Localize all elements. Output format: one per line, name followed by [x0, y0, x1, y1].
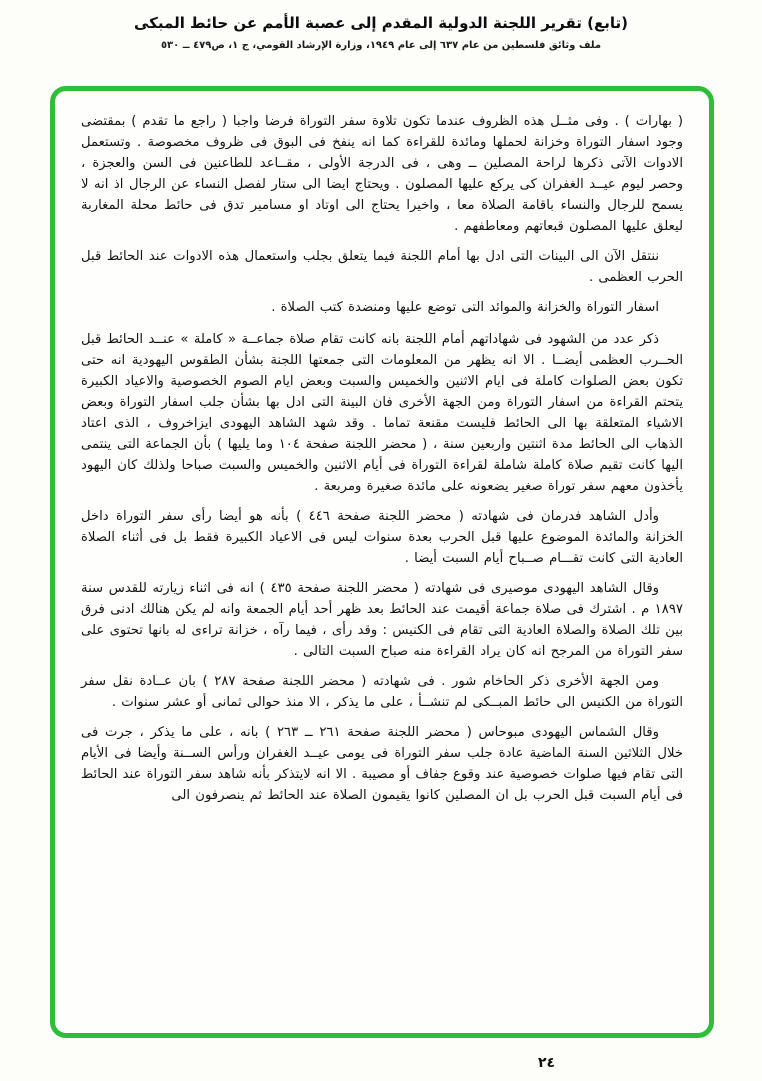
- paragraph-7: ومن الجهة الأخرى ذكر الحاخام شور . فى شهادته ( محضر اللجنة صفحة ٢٨٧ ) بان عــادة نقل سفر التوراة من الكنيس الى حائط المبــكى لم تنشــأ ، على ما يذكر ، الا منذ حوالى ثمانى أو عشر سنوات .: [81, 674, 683, 710]
- document-header: [0, 14, 762, 51]
- document-body: [81, 111, 683, 806]
- document-title: (تابع) تقرير اللجنة الدولية المقدم إلى عصبة الأمم عن حائط المبكى: [133, 14, 628, 32]
- document-subtitle: ملف وثائق فلسطين من عام ٦٣٧ إلى عام ١٩٤٩، وزارة الإرشاد القومي، ج ١، ص٤٧٩ ــ ٥٣٠: [160, 40, 602, 51]
- paragraph-4: ذكر عدد من الشهود فى شهاداتهم أمام اللجنة بانه كانت تقام صلاة جماعــة « كاملة » عنــد الحائط قبل الحــرب العظمى أيضــا . الا انه يظهر من المعلومات التى جمعتها اللجنة بشأن الطقوس اليهودية انه حتى تكون بعض الصلوات كاملة فى ايام الاثنين والخميس والسبت وبعض ايام الصوم الخصوصية والاعياد الكبيرة يتحتم القراءة من اسفار التوراة ومن الجهة الأخرى فان البينة التى ادل بها بشأن جلب اسفار التوراة وبعض الاشياء المتعلقة بها الى الحائط فليست مقنعة تماما . وقد شهد الشاهد اليهودى ايزاخروف ، الذى اعتاد الذهاب الى الحائط مدة اثنتين واربعين سنة ، ( محضر اللجنة صفحة ١٠٤ وما يليها ) بأن الجماعة التى ينتمى اليها كانت تقيم صلاة كاملة شاملة لقراءة التوراة فى أيام الاثنين والخميس والسبت صباحا ولذلك كان اليهود يأخذون معهم سفر توراة صغير يضعونه على مائدة صغيرة ومربعة .: [81, 332, 683, 494]
- paragraph-6: وقال الشاهد اليهودى موصيرى فى شهادته ( محضر اللجنة صفحة ٤٣٥ ) انه فى اثناء زيارته للقدس سنة ١٨٩٧ م . اشترك فى صلاة جماعة أقيمت عند الحائط بعد ظهر أحد أيام الجمعة وانه لم يكن هنالك ادنى فرق بين تلك الصلاة والصلاة العادية التى تقام فى الكنيس : وقد رأى ، فيما رآه ، خزانة تراءى له بانها تحتوى على سفر التوراة من المرجح انه كان يراد القراءة منه صباح السبت التالى .: [81, 581, 683, 659]
- paragraph-1: ( بهارات ) . وفى مثــل هذه الظروف عندما تكون تلاوة سفر التوراة فرضا واجبا ( راجع ما تقدم ) بمقتضى وجود اسفار التوراة وخزانة لحملها ومائدة للقراءة كما انه ينفخ فى البوق فى ظروف مخصوصة . وتستعمل الادوات الآتى ذكرها لراحة المصلين ــ وهى ، فى الدرجة الأولى ، مقــاعد للطاعنين فى السن والعجزة ، وحصر ليوم عيــد الغفران كى يركع عليها المصلون . ويحتاج ايضا الى ستار لفصل النساء عن الرجال اذ انه لا يسمح للرجال والنساء باقامة الصلاة معا ، واخيرا يحتاج الى اوتاد او مسامير تدق فى حائط محلة المغاربة ليعلق عليها المصلون قبعاتهم ومعاطفهم .: [81, 114, 683, 234]
- green-border-frame: [50, 86, 714, 1038]
- paragraph-2: ننتقل الآن الى البينات التى ادل بها أمام اللجنة فيما يتعلق بجلب واستعمال هذه الادوات عند الحائط قبل الحرب العظمى .: [81, 249, 683, 285]
- paragraph-5: وأدل الشاهد فدرمان فى شهادته ( محضر اللجنة صفحة ٤٤٦ ) بأنه هو أيضا رأى سفر التوراة داخل الخزانة والمائدة الموضوع عليها قبل الحرب بعدة سنوات ليس فى الاعياد الكبيرة فقط بل فى أثناء الصلاة العادية التى كانت تقـــام صــباح أيام السبت أيضا .: [81, 509, 683, 566]
- paragraph-8: وقال الشماس اليهودى مبوحاس ( محضر اللجنة صفحة ٢٦١ ــ ٢٦٣ ) بانه ، على ما يذكر ، جرت فى خلال الثلاثين السنة الماضية عادة جلب سفر التوراة فى يومى عيــد الغفران ورأس الســنة وأيضا فى الأيام التى تقام فيها صلوات خصوصية عند وقوع جفاف أو مصيبة . الا انه لايتذكر بأنه شاهد سفر التوراة عند الحائط فى أيام السبت قبل الحرب بل ان المصلين كانوا يقيمون الصلاة عند الحائط ثم ينصرفون الى: [81, 725, 683, 803]
- page-number: ٢٤: [538, 1055, 556, 1071]
- paragraph-3-section-line: اسفار التوراة والخزانة والموائد التى توضع عليها ومنضدة كتب الصلاة .: [271, 300, 659, 315]
